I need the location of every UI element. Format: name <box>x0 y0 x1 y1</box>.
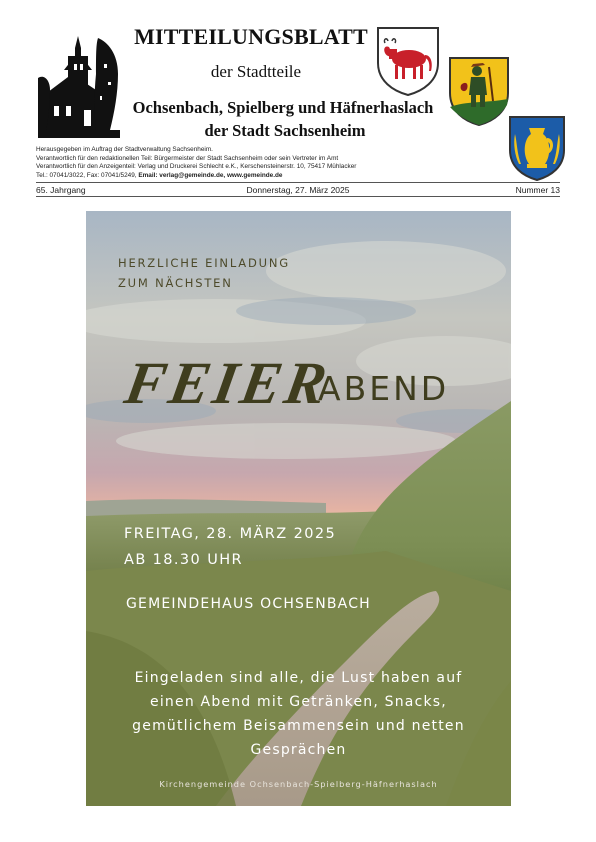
poster-description <box>86 666 511 762</box>
poster-venue: GEMEINDEHAUS OCHSENBACH <box>126 596 371 612</box>
masthead-city: der Stadt Sachsenheim <box>204 121 366 140</box>
issue-info-row <box>36 184 560 196</box>
poster-description-line: Gesprächen <box>250 742 347 758</box>
jug-crest-icon <box>507 114 567 182</box>
imprint-phone: Tel.: 07041/3022, Fax: 07041/5249, <box>36 171 139 179</box>
ox-crest-icon <box>375 25 441 97</box>
masthead-places: Ochsenbach, Spielberg und Häfnerhaslach <box>132 98 434 117</box>
imprint-email-web[interactable]: Email: verlag@gemeinde.de, www.gemeinde.de <box>138 171 283 179</box>
poster-invitation <box>118 253 290 293</box>
header-divider-bottom <box>36 196 560 197</box>
church-logo-icon <box>38 34 120 138</box>
poster-time: AB 18.30 UHR <box>124 552 243 568</box>
poster-description-line: einen Abend mit Getränken, Snacks, <box>150 694 447 710</box>
issue-number: Nummer 13 <box>515 185 560 195</box>
poster-datetime <box>124 521 336 573</box>
imprint-line: Verantwortlich für den redaktionellen Teil: Bürgermeister der Stadt Sachsenheim oder sein Vertreter im Amt <box>36 154 339 162</box>
poster-title-script: FEIER <box>120 350 336 416</box>
poster-organizer: Kirchengemeinde Ochsenbach-Spielberg-Häfnerhaslach <box>159 779 438 789</box>
poster-invitation-line: ZUM NÄCHSTEN <box>118 276 233 290</box>
issue-date: Donnerstag, 27. März 2025 <box>246 185 350 195</box>
event-poster <box>86 211 511 806</box>
masthead-title: MITTEILUNGSBLATT <box>134 24 368 49</box>
hunter-crest-icon <box>447 55 511 127</box>
issue-volume: 65. Jahrgang <box>36 185 86 195</box>
poster-description-line: Eingeladen sind alle, die Lust haben auf <box>134 670 463 686</box>
imprint-line: Herausgegeben im Auftrag der Stadtverwaltung Sachsenheim. <box>36 146 213 153</box>
poster-title-caps: ABEND <box>318 369 450 408</box>
poster-date: FREITAG, 28. MÄRZ 2025 <box>124 526 337 542</box>
header-divider-top <box>36 182 560 183</box>
poster-description-line: gemütlichem Beisammensein und netten <box>132 718 465 734</box>
masthead-subtitle: der Stadtteile <box>210 62 302 81</box>
imprint <box>36 146 466 180</box>
poster-invitation-line: HERZLICHE EINLADUNG <box>118 256 290 270</box>
imprint-line: Verantwortlich für den Anzeigenteil: Verlag und Druckerei Schlecht e.K., Kerschensteinerstr. 10, 75417 Mühlacker <box>36 163 357 171</box>
imprint-contact <box>36 172 466 181</box>
